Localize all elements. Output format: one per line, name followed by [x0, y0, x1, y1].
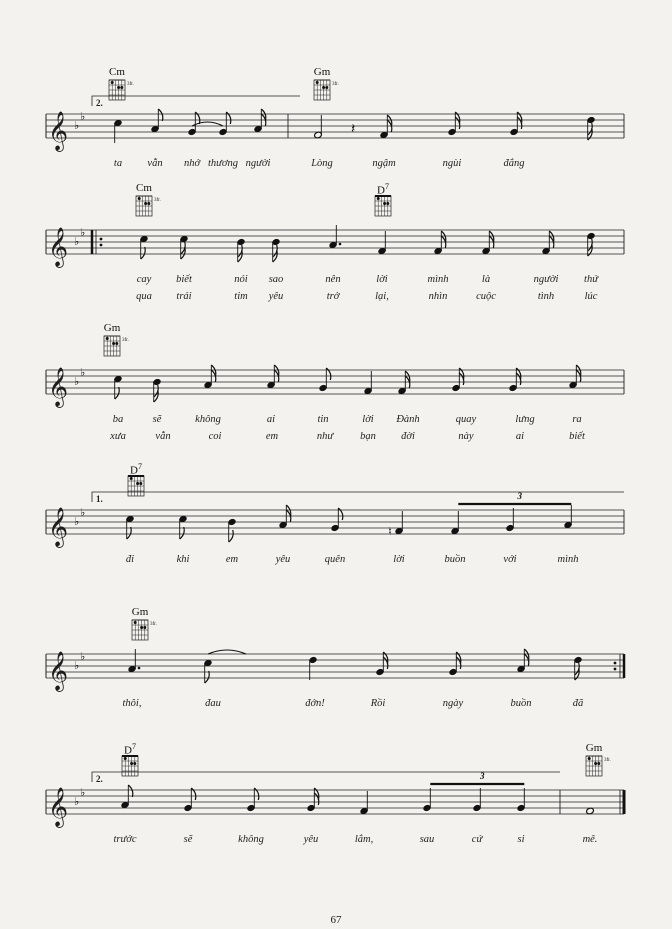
lyric-syllable: nói: [234, 274, 248, 285]
finger-dot: [597, 762, 600, 765]
lyric-syllable: lưng: [515, 414, 535, 425]
lyric-syllable: tin: [317, 414, 329, 425]
lyric-syllable: mê.: [582, 834, 598, 845]
lyric-syllable: không: [238, 834, 264, 845]
lyric-syllable: người: [533, 274, 559, 285]
lyric-syllable: đi: [125, 554, 135, 565]
lyric-syllable: Lòng: [311, 158, 333, 169]
flat-icon: ♭: [74, 659, 80, 672]
lyric-syllable: không: [195, 414, 221, 425]
note-flag: [128, 785, 133, 797]
lyric-syllable: bạn: [360, 431, 376, 442]
chord-name: $D^7$: [377, 182, 389, 197]
lyric-syllable: tình: [537, 291, 555, 302]
lyric-syllable: ra: [572, 414, 582, 425]
chord-name: Cm: [136, 182, 152, 194]
treble-clef-icon: 𝄞: [48, 111, 69, 151]
lyric-line-1: [0, 834, 672, 848]
lyric-syllable: ai: [515, 431, 525, 442]
lyric-syllable: buồn: [510, 698, 532, 709]
lyric-syllable: với: [503, 554, 517, 565]
lyric-syllable: nhìn: [428, 291, 448, 302]
lyric-syllable: đời: [401, 431, 415, 442]
flat-icon: ♭: [74, 375, 80, 388]
chord-name: Gm: [131, 606, 149, 618]
lyric-syllable: mình: [557, 554, 579, 565]
flat-icon: ♭: [74, 119, 80, 132]
lyric-syllable: như: [316, 431, 334, 442]
chord-name: $D^7$: [124, 742, 136, 757]
fret-label: 3fr.: [150, 622, 157, 627]
chord-name: $D^7$: [130, 462, 142, 477]
fret-label: 3fr.: [127, 82, 134, 87]
lyric-syllable: tim: [234, 291, 248, 302]
lyric-syllable: cuộc: [476, 291, 496, 302]
lyric-syllable: khi: [176, 554, 190, 565]
flat-icon: ♭: [74, 795, 80, 808]
ending-label: 1.: [96, 494, 103, 504]
lyric-syllable: vẫn: [147, 158, 163, 169]
lyric-syllable: đớn!: [305, 698, 325, 709]
triplet-label: 3: [480, 771, 485, 781]
lyric-syllable: đau: [205, 698, 221, 709]
lyric-syllable: lại,: [375, 291, 389, 302]
treble-clef-icon: 𝄞: [48, 227, 69, 267]
lyric-syllable: lắm,: [354, 834, 374, 845]
lyric-syllable: thương: [208, 158, 238, 169]
lyric-syllable: cứ: [471, 834, 483, 845]
fret-label: 3fr.: [604, 758, 611, 763]
lyric-syllable: buồn: [444, 554, 466, 565]
lyric-syllable: lời: [393, 554, 405, 565]
flat-icon: ♭: [80, 226, 86, 239]
treble-clef-icon: 𝄞: [48, 507, 69, 547]
flat-icon: ♭: [80, 110, 86, 123]
lyric-syllable: lúc: [584, 291, 598, 302]
ending-label: 2.: [96, 98, 103, 108]
finger-dot: [594, 762, 597, 765]
lyric-syllable: trái: [176, 291, 192, 302]
triplet-label: 3: [517, 491, 522, 501]
lyric-syllable: cay: [136, 274, 152, 285]
lyric-syllable: qua: [136, 291, 152, 302]
lyric-syllable: Rồi: [370, 698, 386, 709]
flat-icon: ♭: [74, 515, 80, 528]
lyric-syllable: nên: [325, 274, 341, 285]
lyric-syllable: coi: [208, 431, 222, 442]
lyric-syllable: ngậm: [372, 158, 396, 169]
lyric-syllable: thứ: [584, 274, 598, 285]
lyric-syllable: ta: [113, 158, 123, 169]
lyric-syllable: người: [245, 158, 271, 169]
lyric-syllable: này: [458, 431, 474, 442]
chord-name: Gm: [585, 742, 603, 754]
treble-clef-icon: 𝄞: [48, 787, 69, 827]
fret-label: 3fr.: [122, 338, 129, 343]
chord-name: Gm: [103, 322, 121, 334]
treble-clef-icon: 𝄞: [48, 367, 69, 407]
lyric-syllable: là: [481, 274, 491, 285]
fret-label: 3fr.: [154, 198, 161, 203]
lyric-syllable: sao: [268, 274, 284, 285]
quarter-rest-icon: 𝄽: [351, 121, 356, 138]
lyric-syllable: đắng: [503, 158, 525, 169]
lyric-syllable: yêu: [275, 554, 291, 565]
lyric-syllable: sẽ: [152, 414, 162, 425]
lyric-syllable: ba: [112, 414, 124, 425]
lyric-syllable: lời: [362, 414, 374, 425]
lyric-syllable: yêu: [268, 291, 284, 302]
lyric-syllable: em: [225, 554, 239, 565]
lyric-syllable: quay: [455, 414, 477, 425]
lyric-syllable: ngùi: [442, 158, 462, 169]
page-number: 67: [330, 914, 342, 926]
lyric-syllable: xưa: [110, 431, 126, 442]
lyric-syllable: nhớ: [183, 158, 201, 169]
flat-icon: ♭: [74, 235, 80, 248]
chord-name: Cm: [109, 66, 125, 78]
lyric-syllable: ai: [266, 414, 276, 425]
chord-name: Gm: [313, 66, 331, 78]
fret-label: 3fr.: [332, 82, 339, 87]
lyric-syllable: đã: [572, 698, 584, 709]
finger-dot: [124, 757, 127, 760]
lyric-syllable: sẽ: [183, 834, 193, 845]
lyric-syllable: quên: [324, 554, 346, 565]
lyric-syllable: lời: [376, 274, 388, 285]
lyric-syllable: si: [517, 834, 525, 845]
lyric-syllable: sau: [419, 834, 435, 845]
lyric-syllable: em: [265, 431, 279, 442]
lyric-syllable: trở: [326, 291, 340, 302]
lyric-syllable: vẫn: [155, 431, 171, 442]
lyric-syllable: biết: [176, 274, 192, 285]
lyric-syllable: ngày: [442, 698, 464, 709]
ending-label: 2.: [96, 774, 103, 784]
finger-dot: [588, 757, 591, 760]
volta-bracket: [92, 772, 560, 782]
lyric-syllable: thôi,: [122, 698, 142, 709]
lyric-syllable: trước: [113, 834, 137, 845]
flat-icon: ♭: [80, 366, 86, 379]
lyric-syllable: Đành: [396, 414, 420, 425]
finger-dot: [130, 762, 133, 765]
lyric-syllable: biết: [569, 431, 585, 442]
treble-clef-icon: 𝄞: [48, 651, 69, 691]
flat-icon: ♭: [80, 650, 86, 663]
lyric-syllable: yêu: [303, 834, 319, 845]
finger-dot: [133, 762, 136, 765]
flat-icon: ♭: [80, 786, 86, 799]
flat-icon: ♭: [80, 506, 86, 519]
natural-icon: ♮: [388, 525, 392, 538]
lyric-syllable: mình: [427, 274, 449, 285]
